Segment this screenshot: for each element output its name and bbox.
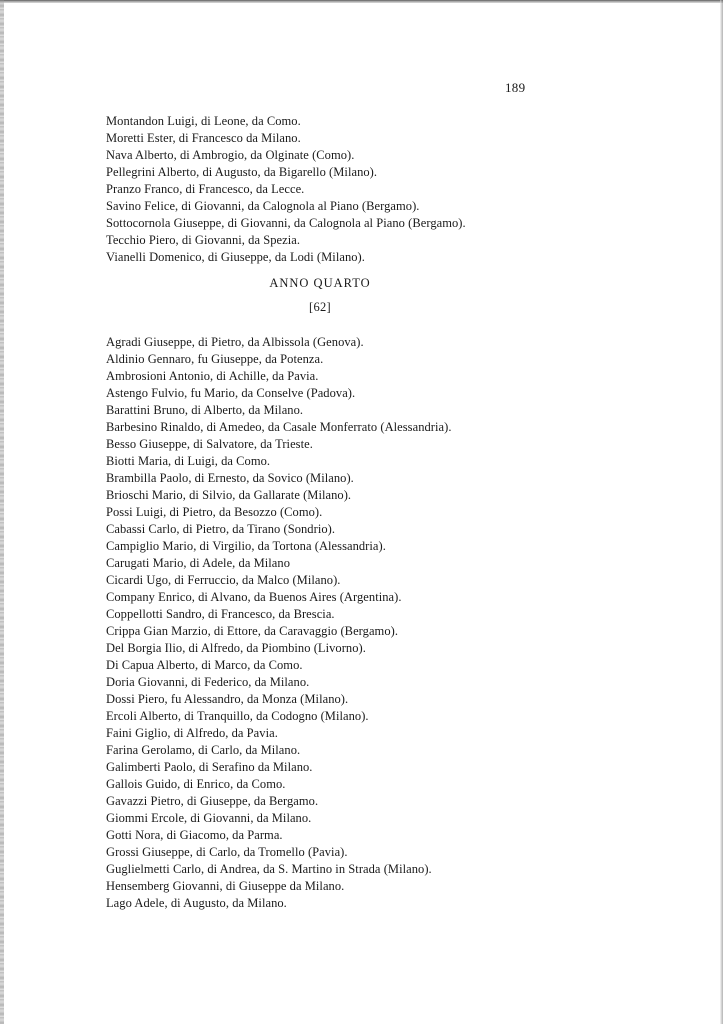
student-list-previous-year <box>106 113 466 266</box>
list-item: Brambilla Paolo, di Ernesto, da Sovico (Milano). <box>106 471 354 485</box>
page-number: 189 <box>505 80 526 95</box>
list-item: Grossi Giuseppe, di Carlo, da Tromello (Pavia). <box>106 845 348 859</box>
list-item: Astengo Fulvio, fu Mario, da Conselve (Padova). <box>106 386 356 400</box>
list-item: Barattini Bruno, di Alberto, da Milano. <box>106 403 304 417</box>
list-item: Pellegrini Alberto, di Augusto, da Bigarello (Milano). <box>106 165 378 179</box>
list-item: Galimberti Paolo, di Serafino da Milano. <box>106 760 313 774</box>
list-item: Ambrosioni Antonio, di Achille, da Pavia. <box>106 369 319 383</box>
list-item: Biotti Maria, di Luigi, da Como. <box>106 454 271 468</box>
list-item: Carugati Mario, di Adele, da Milano <box>106 556 291 570</box>
list-item: Gavazzi Pietro, di Giuseppe, da Bergamo. <box>106 794 319 808</box>
list-item: Savino Felice, di Giovanni, da Calognola al Piano (Bergamo). <box>106 199 420 213</box>
list-item: Agradi Giuseppe, di Pietro, da Albissola (Genova). <box>106 335 364 349</box>
list-item: Farina Gerolamo, di Carlo, da Milano. <box>106 743 301 757</box>
list-item: Giommi Ercole, di Giovanni, da Milano. <box>106 811 312 825</box>
list-item: Possi Luigi, di Pietro, da Besozzo (Como). <box>106 505 323 519</box>
list-item: Del Borgia Ilio, di Alfredo, da Piombino (Livorno). <box>106 641 366 655</box>
list-item: Campiglio Mario, di Virgilio, da Tortona (Alessandria). <box>106 539 386 553</box>
list-item: Lago Adele, di Augusto, da Milano. <box>106 896 287 910</box>
list-item: Coppellotti Sandro, di Francesco, da Brescia. <box>106 607 335 621</box>
list-item: Brioschi Mario, di Silvio, da Gallarate (Milano). <box>106 488 352 502</box>
list-item: Hensemberg Giovanni, di Giuseppe da Milano. <box>106 879 345 893</box>
list-item: Pranzo Franco, di Francesco, da Lecce. <box>106 182 305 196</box>
list-item: Vianelli Domenico, di Giuseppe, da Lodi (Milano). <box>106 250 365 264</box>
list-item: Besso Giuseppe, di Salvatore, da Trieste. <box>106 437 313 451</box>
list-item: Guglielmetti Carlo, di Andrea, da S. Martino in Strada (Milano). <box>106 862 432 876</box>
list-item: Cicardi Ugo, di Ferruccio, da Malco (Milano). <box>106 573 341 587</box>
section-title: ANNO QUARTO <box>269 276 371 290</box>
list-item: Ercoli Alberto, di Tranquillo, da Codogno (Milano). <box>106 709 369 723</box>
list-item: Moretti Ester, di Francesco da Milano. <box>106 131 301 145</box>
list-item: Company Enrico, di Alvano, da Buenos Aires (Argentina). <box>106 590 402 604</box>
list-item: Faini Giglio, di Alfredo, da Pavia. <box>106 726 278 740</box>
student-list-anno-quarto <box>106 334 452 912</box>
list-item: Di Capua Alberto, di Marco, da Como. <box>106 658 303 672</box>
scan-border-left <box>0 0 4 1024</box>
list-item: Montandon Luigi, di Leone, da Como. <box>106 114 301 128</box>
list-item: Barbesino Rinaldo, di Amedeo, da Casale Monferrato (Alessandria). <box>106 420 452 434</box>
list-item: Sottocornola Giuseppe, di Giovanni, da Calognola al Piano (Bergamo). <box>106 216 466 230</box>
list-item: Gallois Guido, di Enrico, da Como. <box>106 777 286 791</box>
list-item: Crippa Gian Marzio, di Ettore, da Caravaggio (Bergamo). <box>106 624 399 638</box>
list-item: Dossi Piero, fu Alessandro, da Monza (Milano). <box>106 692 349 706</box>
list-item: Nava Alberto, di Ambrogio, da Olginate (Como). <box>106 148 355 162</box>
list-item: Tecchio Piero, di Giovanni, da Spezia. <box>106 233 301 247</box>
section-count: [62] <box>308 300 332 314</box>
list-item: Gotti Nora, di Giacomo, da Parma. <box>106 828 283 842</box>
list-item: Cabassi Carlo, di Pietro, da Tirano (Sondrio). <box>106 522 336 536</box>
list-item: Aldinio Gennaro, fu Giuseppe, da Potenza. <box>106 352 324 366</box>
scan-border-top <box>0 0 723 3</box>
list-item: Doria Giovanni, di Federico, da Milano. <box>106 675 310 689</box>
